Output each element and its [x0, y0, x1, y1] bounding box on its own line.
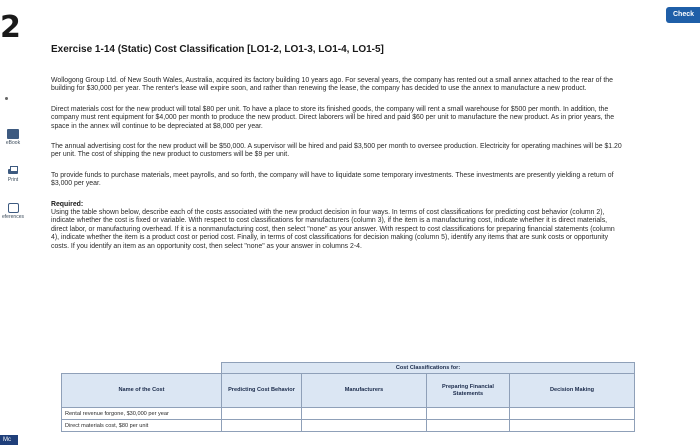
financial-select-cell[interactable]: [427, 420, 510, 432]
exercise-paragraph: Wollogong Group Ltd. of New South Wales, Australia, acquired its factory building 10 years ago. For several years, the company has rented out a small annex attached to the rear of the building for $30,000 per year. The renter's lease will expire soon, and rather than renewing the lease, the company has decided to use the annex to manufacture a new product.: [51, 77, 613, 93]
sidebar-item-label: eBook: [5, 140, 21, 146]
check-button[interactable]: Check: [666, 7, 700, 23]
exercise-content: [51, 44, 623, 263]
column-header-decision: Decision Making: [510, 374, 635, 408]
print-icon: [7, 166, 19, 176]
sidebar-item-references[interactable]: [0, 203, 26, 220]
table-row: [62, 408, 635, 420]
table-row: [62, 420, 635, 432]
required-heading: Required:: [51, 200, 84, 208]
exercise-paragraph: Direct materials cost for the new product will total $80 per unit. To have a place to store its finished goods, the company will rent a small warehouse for $500 per month. In addition, the company must rent equipment for $4,000 per month to produce the new product. Direct laborers will be hired and paid $60 per unit to manufacture the new product. As in prior years, the space in the annex will continue to be depreciated at $8,000 per year.: [51, 105, 615, 130]
financial-select-cell[interactable]: [427, 408, 510, 420]
mc-badge[interactable]: Mc: [0, 435, 18, 445]
cost-name-cell: Rental revenue forgone, $30,000 per year: [62, 408, 222, 420]
column-header-name: Name of the Cost: [62, 374, 222, 408]
exercise-title: Exercise 1-14 (Static) Cost Classification [LO1-2, LO1-3, LO1-4, LO1-5]: [51, 44, 384, 55]
column-header-behavior: Predicting Cost Behavior: [222, 374, 302, 408]
manufacturers-select-cell[interactable]: [302, 408, 427, 420]
cost-classifications-header: Cost Classifications for:: [222, 363, 635, 374]
ebook-icon: [7, 129, 19, 139]
manufacturers-select-cell[interactable]: [302, 420, 427, 432]
required-text: Using the table shown below, describe each of the costs associated with the new product decision in four ways. In terms of cost classifications for predicting cost behavior (column 2), indicate whether the cost is fixed or variable. With respect to cost classifications for manufacturers (column 3), if the item is a manufacturing cost, indicate whether it is direct materials, direct labor, or manufacturing overhead. If it is a nonmanufacturing cost, then select "none" as your answer. With respect to cost classifications for preparing financial statements (column 4), indicate whether the item is a product cost or period cost. Finally, in terms of cost classifications for decision making (column 5), identify any items that are sunk costs or opportunity costs. If you identify an item as an opportunity cost, then select "none" as your answer in columns 2-4.: [51, 209, 615, 250]
references-icon: [8, 203, 19, 213]
sidebar-item-ebook[interactable]: [0, 129, 26, 146]
decision-select-cell[interactable]: [510, 408, 635, 420]
exercise-paragraph: The annual advertising cost for the new product will be $50,000. A supervisor will be hired and paid $3,500 per month to oversee production. Electricity for operating machines will be $1.20 per unit. The cost of shipping the new product to customers will be $9 per unit.: [51, 143, 622, 159]
table-spacer: [62, 363, 222, 374]
cost-classification-table: [61, 362, 634, 432]
exercise-paragraph: To provide funds to purchase materials, meet payrolls, and so forth, the company will have to liquidate some temporary investments. These investments are presently yielding a return of $3,000 per year.: [51, 171, 614, 188]
sidebar-item-label: eferences: [2, 214, 24, 220]
sidebar-item-label: Print: [7, 177, 19, 183]
column-header-financial: Preparing Financial Statements: [427, 374, 510, 408]
behavior-select-cell[interactable]: [222, 408, 302, 420]
question-number: 2: [0, 10, 21, 45]
bullet-dot: [5, 97, 8, 100]
column-header-manufacturers: Manufacturers: [302, 374, 427, 408]
decision-select-cell[interactable]: [510, 420, 635, 432]
cost-name-cell: Direct materials cost, $80 per unit: [62, 420, 222, 432]
sidebar-item-print[interactable]: [0, 166, 26, 183]
behavior-select-cell[interactable]: [222, 420, 302, 432]
